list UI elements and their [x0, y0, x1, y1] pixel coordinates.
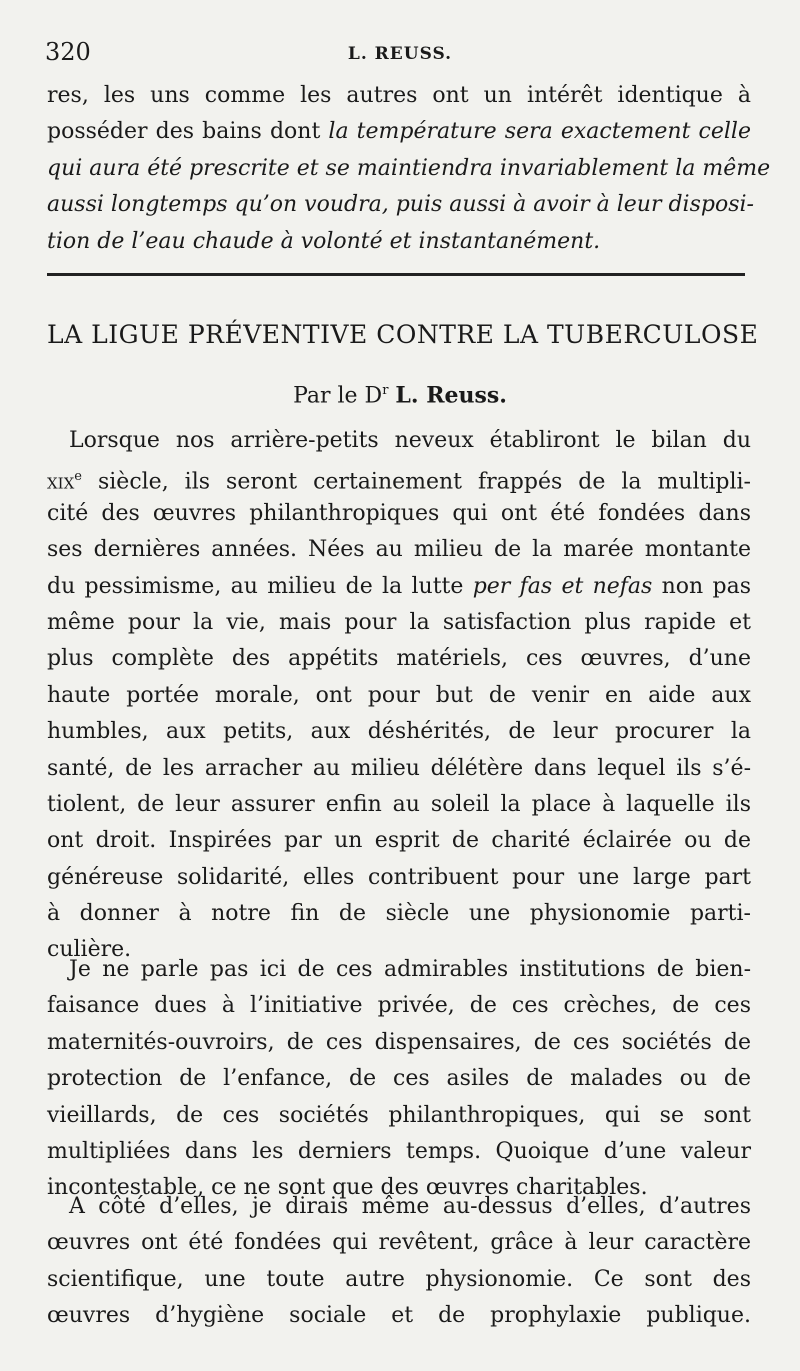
text-line — [47, 423, 751, 459]
text-line — [47, 988, 751, 1024]
text-run: incontestable, ce ne sont que des œuvres charitables. — [47, 1175, 648, 1201]
text-line — [47, 605, 751, 641]
text-run: tiolent, de leur assurer enfin au soleil la place à laquelle ils — [47, 791, 751, 817]
text-line — [47, 1061, 751, 1097]
intro-text — [47, 78, 771, 260]
text-run: Lorsque nos arrière-petits neveux établiront le bilan du — [69, 428, 751, 453]
italic-run: tion de l’eau chaude à volonté et instantanément. — [47, 228, 601, 254]
text-line — [47, 860, 751, 896]
text-line — [47, 78, 751, 114]
text-line — [47, 532, 751, 568]
text-line — [47, 224, 751, 260]
text-run: res, les uns comme les autres ont un intérêt identique à — [47, 83, 751, 108]
italic-run: per fas et nefas — [472, 573, 653, 599]
text-run: protection de l’enfance, de ces asiles de malades ou de — [47, 1066, 751, 1092]
text-run: ses dernières années. Nées au milieu de la marée montante — [47, 537, 751, 563]
text-run: à donner à notre fin de siècle une physionomie parti- — [47, 901, 751, 927]
byline-prefix: Par le D — [293, 383, 383, 409]
text-line — [47, 751, 751, 787]
italic-run: la température sera exactement celle — [328, 119, 751, 145]
text-line — [47, 151, 771, 187]
text-run: œuvres ont été fondées qui revêtent, grâce à leur caractère — [47, 1230, 751, 1256]
text-run: non pas — [652, 573, 752, 599]
paragraph-2 — [47, 952, 751, 1207]
byline-author: L. Reuss. — [395, 382, 507, 409]
page-number: 320 — [45, 38, 91, 66]
text-line — [47, 823, 751, 859]
text-run: œuvres d’hygiène sociale et de prophylaxie publique. — [47, 1303, 751, 1329]
text-run: culière. — [47, 937, 132, 963]
text-line — [47, 1262, 751, 1298]
text-line — [47, 1189, 751, 1225]
text-line — [47, 714, 751, 750]
text-line — [47, 896, 751, 932]
paragraph-1 — [47, 423, 751, 969]
section-rule — [47, 273, 745, 276]
text-run: scientifique, une toute autre physionomie. Ce sont des — [47, 1266, 751, 1292]
text-line — [47, 1098, 751, 1134]
text-run: humbles, aux petits, aux déshérités, de leur procurer la — [47, 719, 751, 745]
text-run: généreuse solidarité, elles contribuent pour une large part — [47, 864, 751, 890]
text-line — [47, 459, 751, 495]
text-line — [47, 787, 751, 823]
text-run: siècle, ils seront certainement frappés de la multipli- — [82, 469, 751, 495]
byline-superscript: r — [382, 383, 389, 398]
italic-run: qui aura été prescrite et se maintiendra invariablement la même — [47, 155, 771, 181]
text-line — [47, 114, 751, 150]
text-run: ont droit. Inspirées par un esprit de charité éclairée ou de — [47, 828, 751, 854]
running-head: L. REUSS. — [347, 44, 453, 64]
text-run: posséder des bains dont — [47, 119, 329, 145]
text-run: maternités-ouvroirs, de ces dispensaires, de ces sociétés de — [47, 1029, 751, 1055]
italic-run: aussi longtemps qu’on voudra, puis aussi à avoir à leur dispos — [47, 192, 740, 218]
text-line — [47, 952, 751, 988]
text-run: vieillards, de ces sociétés philanthropiques, qui se sont — [47, 1102, 751, 1128]
text-line — [47, 569, 751, 605]
text-line — [47, 678, 751, 714]
page-header — [45, 38, 755, 74]
text-run: haute portée morale, ont pour but de venir en aide aux — [47, 682, 751, 708]
text-line — [47, 187, 754, 223]
text-run: Je ne parle pas ici de ces admirables institutions de bien- — [69, 957, 751, 982]
text-run: même pour la vie, mais pour la satisfaction plus rapide et — [47, 609, 751, 635]
text-run: du pessimisme, au milieu de la lutte — [47, 573, 473, 599]
text-run: A côté d’elles, je dirais même au-dessus d’elles, d’autres — [69, 1194, 751, 1219]
article-byline — [0, 376, 800, 411]
text-run: santé, de les arracher au milieu délétère dans lequel ils s’é- — [47, 755, 751, 781]
text-run: xix — [47, 469, 75, 495]
text-run: multipliées dans les derniers temps. Quoique d’une valeur — [47, 1138, 751, 1164]
text-line — [47, 1225, 751, 1261]
paragraph-3 — [47, 1189, 751, 1335]
text-line — [47, 641, 751, 677]
text-run: cité des œuvres philanthropiques qui ont été fondées dans — [47, 500, 751, 526]
text-run: plus complète des appétits matériels, ces œuvres, d’une — [47, 646, 751, 672]
text-line — [47, 1298, 751, 1334]
text-run: faisance dues à l’initiative privée, de ces crèches, de ces — [47, 993, 751, 1019]
text-line — [47, 1025, 751, 1061]
text-run: e — [74, 469, 82, 485]
italic-run: i- — [739, 192, 754, 218]
text-line — [47, 496, 751, 532]
article-title: LA LIGUE PRÉVENTIVE CONTRE LA TUBERCULOSE — [47, 320, 759, 349]
text-line — [47, 1134, 751, 1170]
